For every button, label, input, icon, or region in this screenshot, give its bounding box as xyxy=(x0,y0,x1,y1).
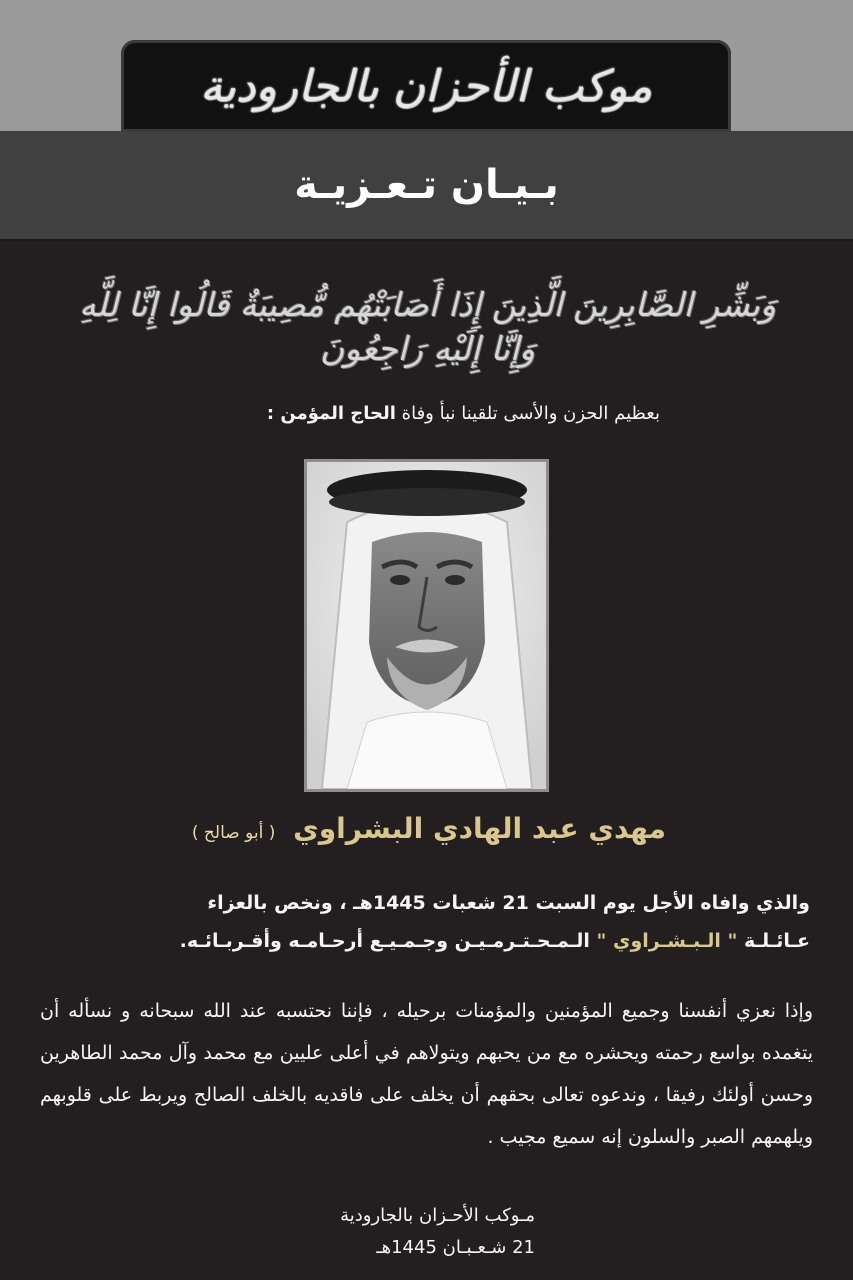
family-suffix: الـمـحـتـرمـيـن وجـمـيـع أرحـامـه وأقـربـائـه. xyxy=(179,930,590,952)
page-title: بـيـان تـعـزيـة xyxy=(294,162,559,208)
signature-date: 21 شـعـبـان 1445هـ xyxy=(376,1237,535,1258)
portrait-image xyxy=(307,462,546,789)
organization-banner xyxy=(121,40,731,132)
quran-verse-calligraphy xyxy=(60,272,795,382)
deceased-name: مهدي عبد الهادي البشراوي xyxy=(293,812,666,845)
signature-block xyxy=(300,1200,535,1264)
organization-title: موكب الأحزان بالجارودية xyxy=(199,60,653,112)
deceased-name-line xyxy=(120,812,666,845)
condolence-prayer: وإذا نعزي أنفسنا وجميع المؤمنين والمؤمنات برحيله ، فإننا نحتسبه عند الله سبحانه و نسأله أن يتغمده بواسع رحمته ويحشره مع من يحبهم ويتولاهم في أعلى عليين مع محمد وآل محمد الطاهرين وحسن أولئك رفيقا ، وندعوه تعالى بحقهم أن يخلف على فاقديه بالخلف الصالح ويربط على قلوبهم ويلهمهم الصبر والسلون إنه سميع مجيب . xyxy=(40,1000,813,1148)
intro-line xyxy=(40,403,660,424)
family-prefix: عـائـلـة xyxy=(743,930,810,952)
intro-text: بعظيم الحزن والأسى تلقينا نبأ وفاة xyxy=(401,403,660,424)
deceased-portrait xyxy=(304,459,549,792)
signature-organization: مـوكب الأحـزان بالجارودية xyxy=(340,1205,535,1226)
header-bar xyxy=(0,131,853,241)
passing-line-1: والذي وافاه الأجل يوم السبت 21 شعبات 1445هـ ، ونخص بالعزاء xyxy=(207,892,810,914)
intro-title: الحاج المؤمن : xyxy=(266,403,396,424)
quran-verse: وَبَشِّرِ الصَّابِرِينَ الَّذِينَ إِذَا أَصَابَتْهُم مُّصِيبَةٌ قَالُوا إِنَّا لِلَّهِ وَإِنَّا إِلَيْهِ رَاجِعُونَ xyxy=(79,285,776,368)
passing-line-2 xyxy=(110,922,810,960)
family-name: " الـبـشـراوي " xyxy=(596,930,738,952)
deceased-kunya: ( أبو صالح ) xyxy=(191,823,276,843)
passing-announcement xyxy=(110,884,810,960)
